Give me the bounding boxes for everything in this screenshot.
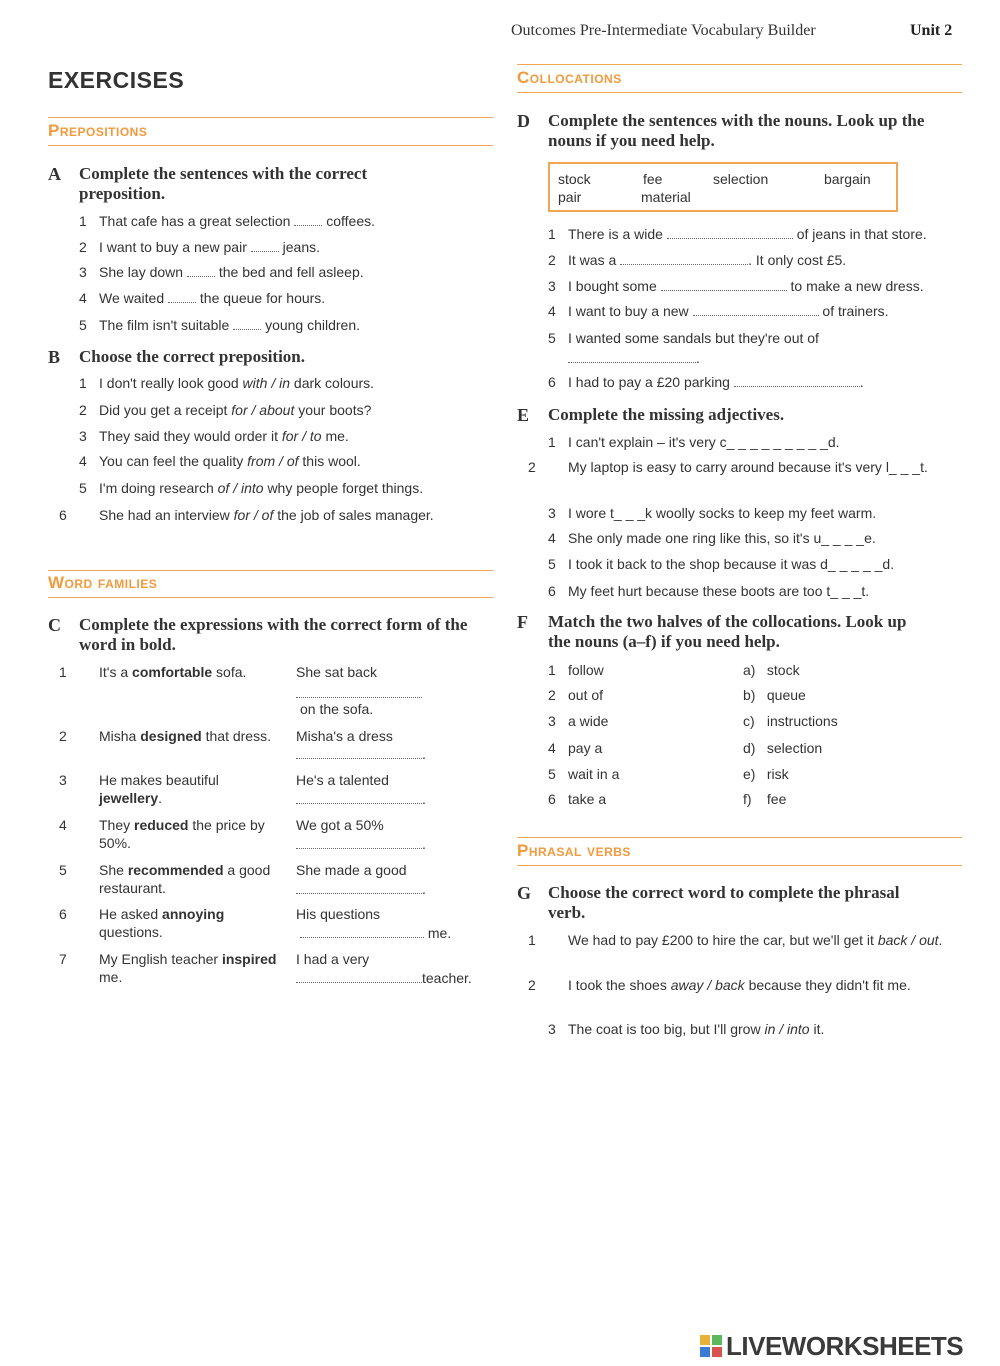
list-item: 4 They reduced the price by 50%.: [59, 817, 265, 851]
word-box-item: selection: [713, 171, 769, 187]
list-item[interactable]: 5 I took it back to the shop because it was d_ _ _ _ _d.: [548, 556, 895, 572]
answer-line[interactable]: me.: [300, 924, 451, 942]
list-item: 2 Did you get a receipt for / about your boots?: [79, 402, 372, 418]
section-rule: [48, 597, 493, 598]
list-item[interactable]: 2 My laptop is easy to carry around because it's very l_ _ _t.: [528, 459, 928, 475]
exercise-e-instruction: Complete the missing adjectives.: [548, 405, 785, 424]
list-item: 1 I don't really look good with / in dark colours.: [79, 375, 375, 391]
answer-blank[interactable]: [661, 279, 787, 291]
logo-text: LIVEWORKSHEETS: [726, 1331, 964, 1361]
section-rule: [517, 865, 962, 866]
answer-line[interactable]: teacher.: [296, 969, 472, 987]
choice-option[interactable]: of / into: [217, 480, 264, 496]
word-box-item: material: [641, 189, 691, 205]
match-left-item[interactable]: 3 a wide: [548, 713, 609, 729]
list-item: 2 Misha designed that dress.: [59, 728, 271, 744]
choice-option[interactable]: back / out: [877, 932, 939, 948]
word-box: [548, 162, 898, 212]
list-item-answer: He's a talented: [296, 772, 389, 788]
list-item: 2 I want to buy a new pair jeans.: [79, 239, 321, 255]
list-item-answer: Misha's a dress: [296, 728, 393, 744]
list-item[interactable]: 4 She only made one ring like this, so it's u_ _ _ _e.: [548, 530, 876, 546]
list-item: 3 The coat is too big, but I'll grow in / into it.: [548, 1021, 825, 1037]
list-item: 5 The film isn't suitable young children.: [79, 317, 361, 333]
exercise-c-instruction: Complete the expressions with the correct form of the word in bold.: [79, 615, 468, 654]
exercise-letter-d: D: [517, 111, 530, 131]
list-item: 3 He makes beautiful jewellery.: [59, 772, 219, 806]
answer-blank[interactable]: [233, 318, 261, 330]
match-right-item[interactable]: d) selection: [743, 740, 823, 756]
answer-line[interactable]: .: [568, 349, 700, 367]
match-left-item[interactable]: 4 pay a: [548, 740, 603, 756]
list-item-answer: I had a very: [296, 951, 370, 967]
header-title: Outcomes Pre-Intermediate Vocabulary Builder: [511, 22, 816, 39]
match-right-item[interactable]: c) instructions: [743, 713, 838, 729]
word-box-item: fee: [643, 171, 663, 187]
choice-option[interactable]: for / of: [233, 507, 274, 523]
answer-blank[interactable]: [294, 214, 322, 226]
exercise-b-instruction: Choose the correct preposition.: [79, 347, 306, 366]
section-rule: [517, 64, 962, 65]
list-item: 5 I'm doing research of / into why people forget things.: [79, 480, 424, 496]
match-left-item[interactable]: 6 take a: [548, 791, 607, 807]
exercise-letter-b: B: [48, 347, 61, 367]
answer-blank[interactable]: [187, 265, 215, 277]
list-item: 2 It was a . It only cost £5.: [548, 252, 847, 268]
exercise-d-instruction: Complete the sentences with the nouns. Look up the nouns if you need help.: [548, 111, 925, 150]
section-title-prepositions: Prepositions: [48, 121, 148, 140]
exercise-letter-a: A: [48, 164, 61, 184]
choice-option[interactable]: with / in: [242, 375, 291, 391]
exercise-letter-c: C: [48, 615, 61, 635]
list-item: 3 I bought some to make a new dress.: [548, 278, 924, 294]
list-item: 6 I had to pay a £20 parking .: [548, 374, 864, 390]
choice-option[interactable]: for / about: [231, 402, 295, 418]
list-item: 1 It's a comfortable sofa.: [59, 664, 247, 680]
list-item: 6 She had an interview for / of the job of sales manager.: [59, 507, 434, 523]
list-item: 2 I took the shoes away / back because they didn't fit me.: [528, 977, 911, 993]
section-rule: [48, 570, 493, 571]
match-right-item[interactable]: f) fee: [743, 791, 787, 807]
list-item: 1 There is a wide of jeans in that store.: [548, 226, 927, 242]
answer-line[interactable]: .: [296, 880, 426, 898]
answer-blank[interactable]: [168, 291, 196, 303]
list-item-answer: His questions: [296, 906, 381, 922]
choice-option[interactable]: for / to: [281, 428, 322, 444]
exercise-letter-f: F: [517, 612, 528, 632]
list-item-answer: She sat back: [296, 664, 377, 680]
list-item-answer: She made a good: [296, 862, 407, 878]
list-item: 3 She lay down the bed and fell asleep.: [79, 264, 364, 280]
choice-option[interactable]: in / into: [764, 1021, 810, 1037]
list-item: 1 We had to pay £200 to hire the car, but we'll get it back / out.: [528, 932, 943, 948]
exercise-a-instruction: Complete the sentences with the correct preposition.: [79, 164, 368, 203]
list-item[interactable]: 1 I can't explain – it's very c_ _ _ _ _ _ _ _ _d.: [548, 434, 840, 450]
section-title-collocations: Collocations: [517, 68, 622, 87]
list-item: 4 We waited the queue for hours.: [79, 290, 326, 306]
list-item-answer: We got a 50%: [296, 817, 384, 833]
section-rule: [517, 837, 962, 838]
answer-blank[interactable]: [620, 253, 748, 265]
section-rule: [517, 92, 962, 93]
match-left-item[interactable]: 1 follow: [548, 662, 604, 678]
word-box-item: bargain: [824, 171, 871, 187]
choice-option[interactable]: from / of: [247, 453, 299, 469]
match-right-item[interactable]: b) queue: [743, 687, 806, 703]
word-box-item: pair: [558, 189, 582, 205]
section-rule: [48, 117, 493, 118]
match-left-item[interactable]: 5 wait in a: [548, 766, 620, 782]
list-item[interactable]: 6 My feet hurt because these boots are too t_ _ _t.: [548, 583, 870, 599]
match-right-item[interactable]: e) risk: [743, 766, 789, 782]
list-item-answer: on the sofa.: [300, 701, 374, 717]
exercise-g-instruction: Choose the correct word to complete the phrasal verb.: [548, 883, 900, 922]
word-box-item: stock: [558, 171, 591, 187]
answer-blank[interactable]: [693, 304, 819, 316]
answer-line[interactable]: .: [296, 745, 426, 763]
section-title-phrasal-verbs: Phrasal verbs: [517, 841, 631, 860]
match-right-item[interactable]: a) stock: [743, 662, 800, 678]
section-title-word-families: Word families: [48, 573, 158, 592]
list-item: 6 He asked annoying questions.: [59, 906, 225, 940]
list-item: 1 That cafe has a great selection coffees.: [79, 213, 376, 229]
logo-grid-icon: [700, 1335, 722, 1357]
list-item: 7 My English teacher inspired me.: [59, 951, 277, 985]
list-item: 4 I want to buy a new of trainers.: [548, 303, 889, 319]
exercise-letter-e: E: [517, 405, 530, 425]
unit-label: Unit 2: [910, 22, 953, 39]
list-item: 5 I wanted some sandals but they're out of: [548, 330, 819, 346]
list-item: 3 They said they would order it for / to me.: [79, 428, 349, 444]
answer-line[interactable]: .: [296, 790, 426, 808]
match-left-item[interactable]: 2 out of: [548, 687, 604, 703]
answer-blank[interactable]: [734, 375, 860, 387]
section-rule: [48, 145, 493, 146]
answer-blank[interactable]: [667, 227, 793, 239]
answer-blank[interactable]: [251, 240, 279, 252]
list-item[interactable]: 3 I wore t_ _ _k woolly socks to keep my feet warm.: [548, 505, 877, 521]
exercise-f-instruction: Match the two halves of the collocations. Look up the nouns (a–f) if you need help.: [548, 612, 907, 651]
choice-option[interactable]: away / back: [670, 977, 745, 993]
exercise-letter-g: G: [517, 883, 532, 903]
page-title: EXERCISES: [48, 67, 185, 93]
answer-line[interactable]: .: [296, 835, 426, 853]
list-item: 4 You can feel the quality from / of this wool.: [79, 453, 361, 469]
list-item: 5 She recommended a good restaurant.: [59, 862, 271, 896]
